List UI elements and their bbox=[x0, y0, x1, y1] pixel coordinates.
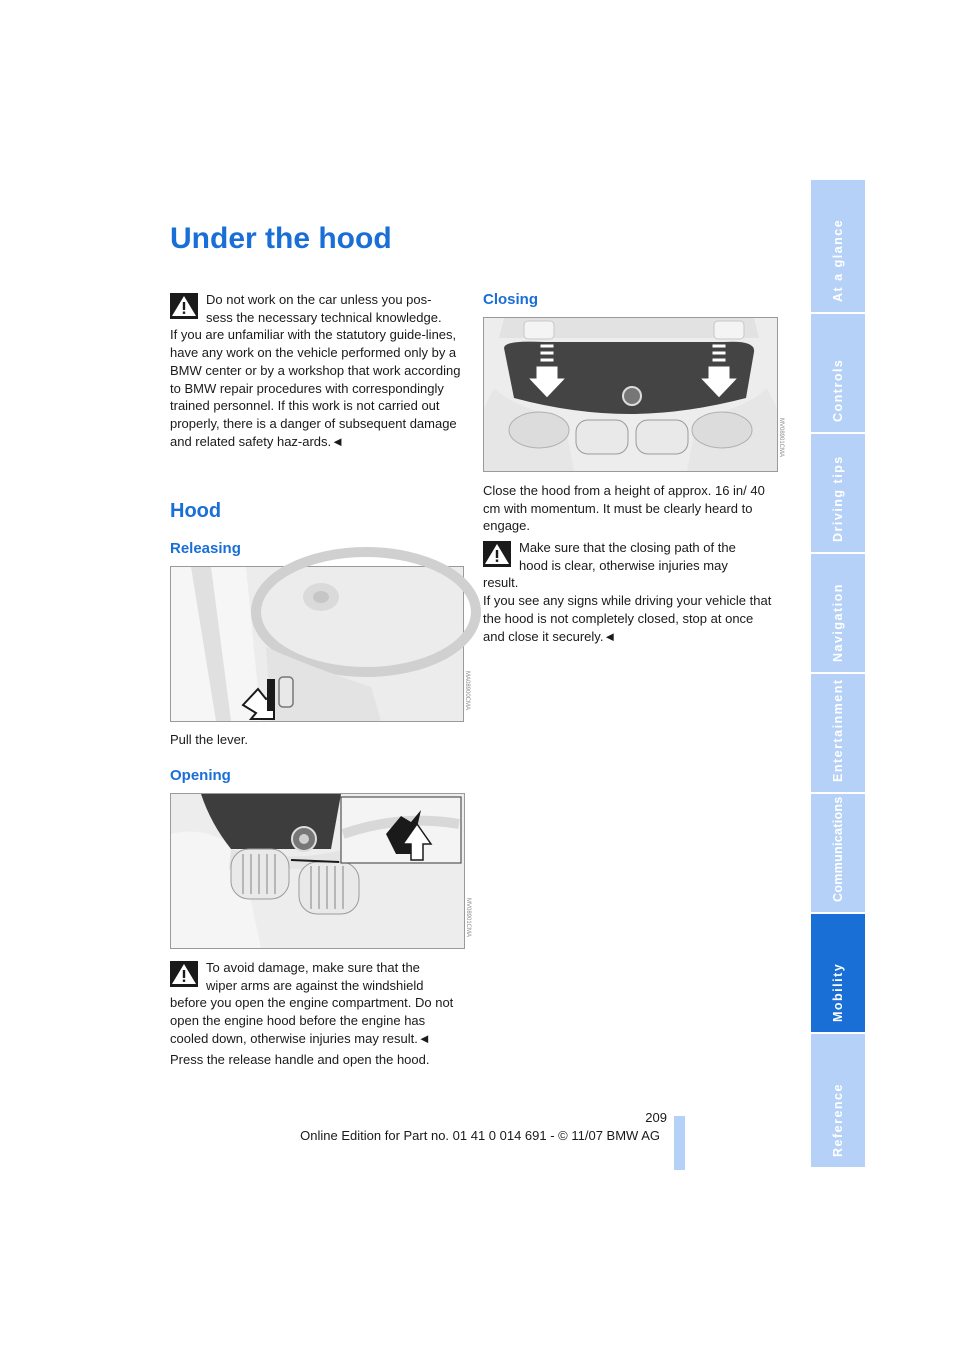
image-code: MV08901CMA bbox=[465, 898, 471, 938]
subheading-opening: Opening bbox=[170, 767, 231, 784]
tab-label: Controls bbox=[831, 358, 845, 422]
image-code: MA08900CMA bbox=[464, 671, 470, 711]
tab-entertainment[interactable] bbox=[811, 674, 865, 792]
closing-illustration bbox=[483, 317, 784, 472]
subheading-releasing: Releasing bbox=[170, 540, 241, 557]
tab-label: Mobility bbox=[831, 962, 845, 1022]
releasing-caption: Pull the lever. bbox=[170, 732, 249, 747]
tab-driving-tips[interactable] bbox=[811, 434, 865, 552]
warning-text-line-2: hood is clear, otherwise injuries may bbox=[519, 557, 728, 573]
tab-label: Reference bbox=[831, 1083, 845, 1157]
page-title: Under the hood bbox=[170, 222, 392, 255]
tab-mobility[interactable] bbox=[811, 914, 865, 1032]
chapter-tabs bbox=[811, 180, 865, 1167]
tab-label: Communications bbox=[831, 796, 845, 902]
warning-block bbox=[170, 959, 462, 1048]
warning-text-line-1: Do not work on the car unless you pos- bbox=[206, 292, 432, 307]
warning-block bbox=[170, 291, 462, 450]
warning-text-line-2: sess the necessary technical knowledge. bbox=[206, 309, 442, 325]
tab-at-a-glance[interactable] bbox=[811, 180, 865, 312]
warning-text-line-2: wiper arms are against the windshield bbox=[206, 977, 424, 993]
edition-footer: Online Edition for Part no. 01 41 0 014 691 - © 11/07 BMW AG bbox=[300, 1128, 660, 1143]
warning-block bbox=[483, 539, 775, 645]
warning-text-line-1: To avoid damage, make sure that the bbox=[206, 960, 420, 975]
warning-text: result. bbox=[483, 575, 519, 591]
warning-text: If you are unfamiliar with the statutory guide-lines, have any work on the vehicle performed only by a BMW center or by a workshop that work according to BMW repair procedures with correspondingly trained personnel. If this work is not carried out properly, there is a danger of subsequent damage and related safety haz-ards.◄ bbox=[170, 327, 461, 449]
warning-text-extra: If you see any signs while driving your vehicle that the hood is not completely closed, stop at once and close it securely.◄ bbox=[483, 593, 772, 644]
subheading-closing: Closing bbox=[483, 291, 538, 308]
tab-label: Driving tips bbox=[831, 455, 845, 542]
releasing-illustration bbox=[170, 566, 470, 722]
warning-triangle-icon bbox=[483, 541, 511, 567]
footer-bar bbox=[674, 1116, 685, 1170]
closing-text: Close the hood from a height of approx. 16 in/ 40 cm with momentum. It must be clearly heard to engage. bbox=[483, 483, 765, 534]
opening-illustration bbox=[170, 793, 471, 949]
tab-communications[interactable] bbox=[811, 794, 865, 912]
tab-label: At a glance bbox=[831, 218, 845, 302]
opening-caption: Press the release handle and open the hood. bbox=[170, 1052, 430, 1067]
tab-reference[interactable] bbox=[811, 1034, 865, 1167]
section-heading-hood: Hood bbox=[170, 500, 222, 522]
tab-label: Entertainment bbox=[831, 678, 845, 782]
warning-text: before you open the engine compartment. Do not open the engine hood before the engine has cooled down, otherwise injuries may result.◄ bbox=[170, 995, 454, 1046]
warning-text-line-1: Make sure that the closing path of the bbox=[519, 540, 736, 555]
warning-triangle-icon bbox=[170, 293, 198, 319]
tab-label: Navigation bbox=[831, 583, 845, 662]
warning-triangle-icon bbox=[170, 961, 198, 987]
page-number: 209 bbox=[645, 1110, 667, 1125]
image-code: MV08901CMA bbox=[778, 418, 784, 458]
tab-controls[interactable] bbox=[811, 314, 865, 432]
tab-navigation[interactable] bbox=[811, 554, 865, 672]
